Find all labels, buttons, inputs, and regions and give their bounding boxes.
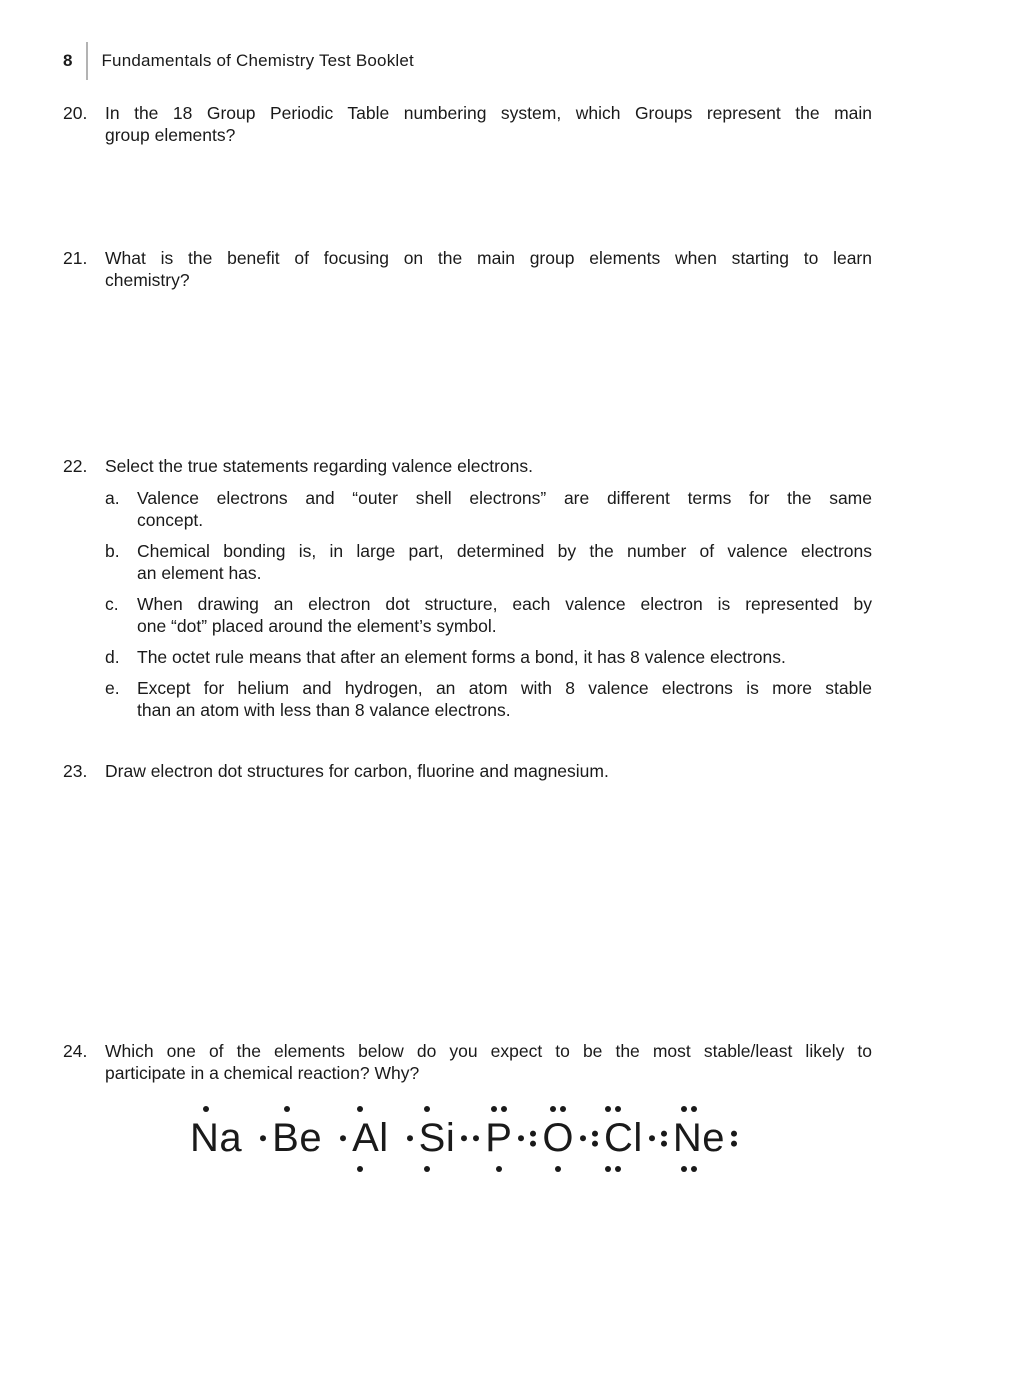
- element-symbol: Al: [352, 1116, 389, 1160]
- option-c: [105, 593, 872, 637]
- question-body: [105, 455, 872, 721]
- page-number: 8: [63, 51, 73, 70]
- lewis-structure-be: [260, 1104, 334, 1172]
- option-body: [137, 677, 872, 721]
- electron-dots-bottom: [651, 1166, 727, 1172]
- element-symbol: Na: [190, 1116, 243, 1160]
- lewis-structure-si: [407, 1104, 468, 1172]
- question-body: [105, 1040, 872, 1084]
- element-symbol: Si: [418, 1116, 456, 1160]
- question-body: [105, 102, 872, 146]
- option-body: [137, 487, 872, 531]
- electron-dots-right: [518, 1135, 524, 1141]
- lewis-structure-na: [178, 1104, 254, 1172]
- question-text-line: participate in a chemical reaction? Why?: [105, 1063, 420, 1083]
- electron-dots-left: [530, 1131, 536, 1147]
- lewis-structure-row: [178, 1104, 872, 1172]
- question-text-line: chemistry?: [105, 270, 190, 290]
- question-text-line: In the 18 Group Periodic Table numbering system, which Groups represent the main: [105, 103, 872, 123]
- electron-dots-right: [649, 1135, 655, 1141]
- option-text-line: Except for helium and hydrogen, an atom with 8 valence electrons is more stable: [137, 678, 872, 698]
- electron-dots-top: [330, 1106, 391, 1112]
- electron-dots-bottom: [473, 1166, 524, 1172]
- question-20: [63, 102, 872, 146]
- element-symbol: O: [542, 1116, 575, 1160]
- answer-options: [105, 487, 872, 721]
- question-24: [63, 1040, 872, 1084]
- question-text-line: group elements?: [105, 125, 236, 145]
- element-symbol: Ne: [672, 1116, 725, 1160]
- lewis-structure-ne: [661, 1104, 737, 1172]
- option-text-line: one “dot” placed around the element’s symbol.: [137, 616, 497, 636]
- option-body: [137, 646, 872, 668]
- electron-dots-bottom: [530, 1166, 586, 1172]
- booklet-title: Fundamentals of Chemistry Test Booklet: [101, 51, 414, 70]
- header-divider: [86, 42, 88, 80]
- question-number: 21.: [63, 248, 88, 268]
- option-text-line: The octet rule means that after an element forms a bond, it has 8 valence electrons.: [137, 647, 786, 667]
- electron-dots-right: [580, 1135, 586, 1141]
- option-letter: d.: [105, 647, 120, 667]
- option-body: [137, 540, 872, 584]
- question-number: 22.: [63, 456, 88, 476]
- electron-dots-left: [592, 1131, 598, 1147]
- electron-dots-left: [473, 1135, 479, 1141]
- option-text-line: concept.: [137, 510, 204, 530]
- option-letter: e.: [105, 678, 120, 698]
- option-text-line: an element has.: [137, 563, 262, 583]
- lewis-structure-p: [473, 1104, 524, 1172]
- lewis-structure-al: [340, 1104, 401, 1172]
- electron-dots-bottom: [397, 1166, 458, 1172]
- question-number: 23.: [63, 761, 88, 781]
- question-body: [105, 247, 872, 291]
- electron-dots-top: [250, 1106, 324, 1112]
- question-23: [63, 760, 872, 782]
- option-e: [105, 677, 872, 721]
- page-header: [63, 48, 872, 74]
- electron-dots-bottom: [330, 1166, 391, 1172]
- question-text-line: What is the benefit of focusing on the main group elements when starting to learn: [105, 248, 872, 268]
- element-symbol: Be: [272, 1116, 323, 1160]
- electron-dots-top: [397, 1106, 458, 1112]
- electron-dots-left: [260, 1135, 266, 1141]
- option-text-line: Chemical bonding is, in large part, determined by the number of valence electrons: [137, 541, 872, 561]
- question-number: 24.: [63, 1041, 88, 1061]
- element-symbol: Cl: [604, 1116, 643, 1160]
- electron-dots-left: [340, 1135, 346, 1141]
- question-body: [105, 760, 872, 782]
- question-text-line: Draw electron dot structures for carbon, fluorine and magnesium.: [105, 761, 609, 781]
- option-text-line: than an atom with less than 8 valance electrons.: [137, 700, 511, 720]
- electron-dots-top: [651, 1106, 727, 1112]
- option-letter: b.: [105, 541, 120, 561]
- option-text-line: When drawing an electron dot structure, each valence electron is represented by: [137, 594, 872, 614]
- electron-dots-top: [473, 1106, 524, 1112]
- electron-dots-top: [530, 1106, 586, 1112]
- element-symbol: P: [485, 1116, 513, 1160]
- option-body: [137, 593, 872, 637]
- question-text-line: Select the true statements regarding valence electrons.: [105, 456, 534, 476]
- option-letter: c.: [105, 594, 119, 614]
- electron-dots-left: [661, 1131, 667, 1147]
- electron-dots-top: [168, 1106, 244, 1112]
- option-b: [105, 540, 872, 584]
- lewis-structure-cl: [592, 1104, 655, 1172]
- question-text-line: Which one of the elements below do you expect to be the most stable/least likely to: [105, 1041, 872, 1061]
- question-number: 20.: [63, 103, 88, 123]
- question-21: [63, 247, 872, 291]
- option-text-line: Valence electrons and “outer shell electrons” are different terms for the same: [137, 488, 872, 508]
- option-letter: a.: [105, 488, 120, 508]
- option-a: [105, 487, 872, 531]
- electron-dots-right: [461, 1135, 467, 1141]
- electron-dots-top: [582, 1106, 645, 1112]
- electron-dots-right: [731, 1131, 737, 1147]
- option-d: [105, 646, 872, 668]
- lewis-structure-o: [530, 1104, 586, 1172]
- electron-dots-bottom: [582, 1166, 645, 1172]
- electron-dots-left: [407, 1135, 413, 1141]
- question-22: [63, 455, 872, 721]
